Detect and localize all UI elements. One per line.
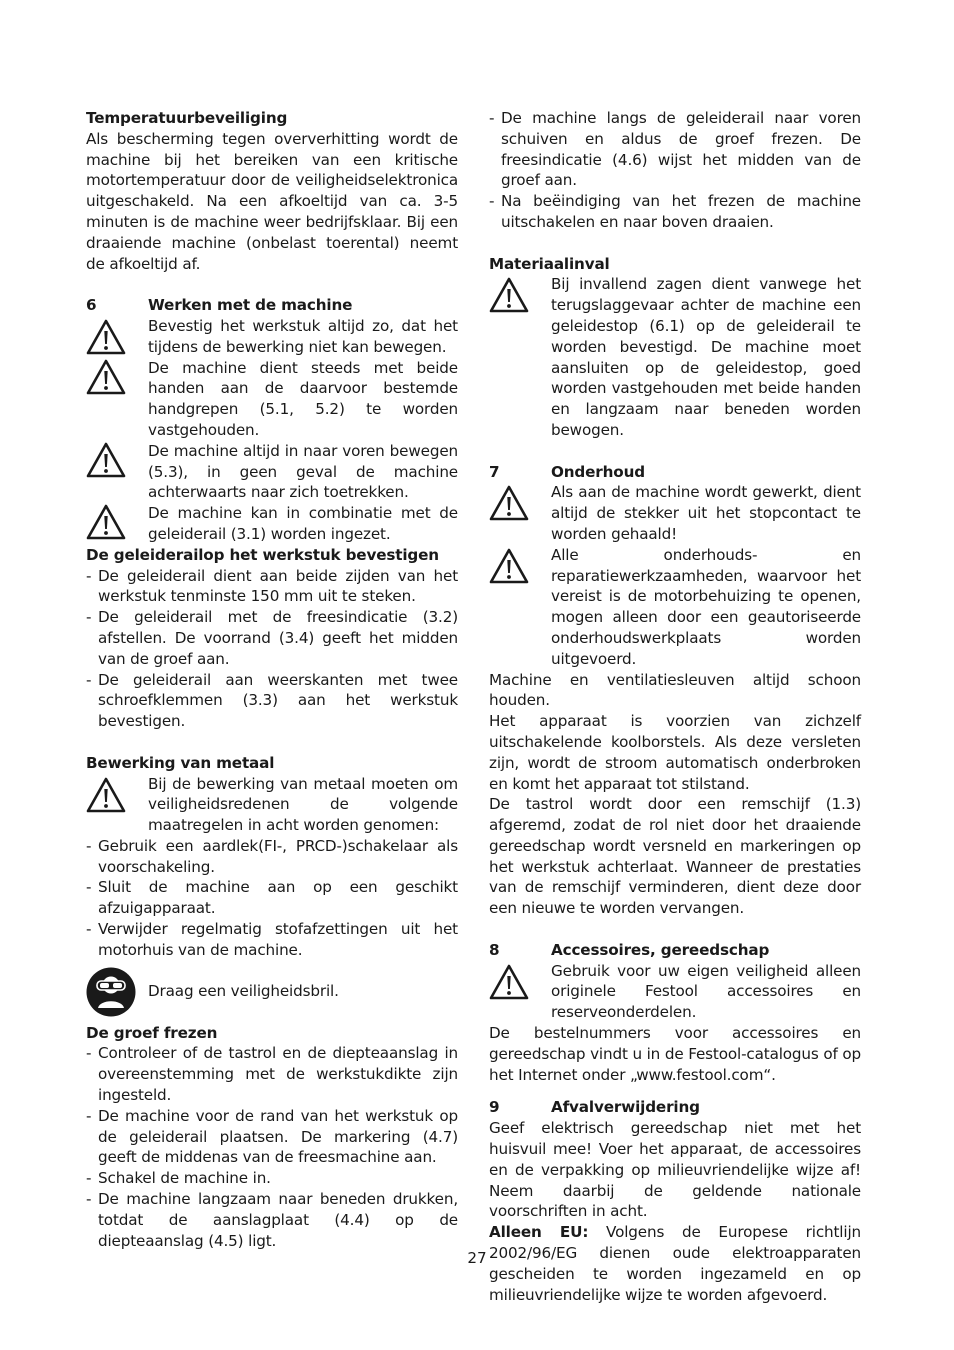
- section-number: 9: [489, 1098, 500, 1117]
- warning-triangle-icon: [489, 547, 529, 585]
- goggles-text: Draag een veiligheidsbril.: [148, 982, 339, 1001]
- list-item: - Gebruik een aardlek(FI-, PRCD-)schakelaar als voorschakeling.: [86, 836, 458, 878]
- metal-list: [86, 836, 458, 961]
- list-item: - De geleiderail dient aan beide zijden van het werkstuk tenminste 150 mm uit te steken.: [86, 566, 458, 608]
- list-item: - Schakel de machine in.: [86, 1168, 458, 1189]
- warning-triangle-icon: [86, 441, 126, 479]
- warning-text: Bij de bewerking van metaal moeten om veiligheidsredenen de volgende maatregelen in acht worden genomen:: [148, 774, 458, 835]
- warning-triangle-icon: [86, 776, 126, 814]
- warning-text: De machine dient steeds met beide handen aan de daarvoor bestemde handgrepen (5.1, 5.2) te worden vastgehouden.: [148, 358, 458, 439]
- section-9-heading: [489, 1097, 861, 1118]
- section-title: Werken met de machine: [148, 296, 353, 315]
- warning-block: [489, 274, 861, 440]
- warning-triangle-icon: [489, 276, 529, 314]
- warning-block: [489, 961, 861, 1023]
- list-item: - Verwijder regelmatig stofafzettingen uit het motorhuis van de machine.: [86, 919, 458, 961]
- temp-heading: Temperatuurbeveiliging: [86, 109, 288, 127]
- warning-block: [489, 482, 861, 544]
- kick-heading: Materiaalinval: [489, 254, 610, 273]
- section-number: 6: [86, 296, 97, 315]
- list-item: - De geleiderail met de freesindicatie (3.2) afstellen. De voorrand (3.4) geeft het midden van de groef aan.: [86, 607, 458, 669]
- disposal-text: Geef elektrisch gereedschap niet met het huisvuil mee! Voer het apparaat, de accessoires en de verpakking op milieuvriendelijke wijze af! Neem daarbij de geldende nationale voorschriften in acht.: [489, 1119, 861, 1221]
- rail-list: [86, 566, 458, 732]
- section-6-heading: [86, 295, 458, 316]
- section-8-heading: [489, 940, 861, 961]
- warning-block: [489, 545, 861, 670]
- warning-text: De machine altijd in naar voren bewegen (5.3), in geen geval de machine achterwaarts naar zich toetrekken.: [148, 441, 458, 502]
- warning-triangle-icon: [86, 503, 126, 541]
- temp-text: Als bescherming tegen oververhitting wordt de machine bij het bereiken van een kritische motortemperatuur door de veiligheidselektronica uitgeschakeld. Na een afkoeltijd van ca. 3-5 minuten is de machine weer bedrijfsklaar. Bij een draaiende machine (onbelast toerental) neemt de afkoeltijd af.: [86, 129, 458, 273]
- warning-text: De machine kan in combinatie met de geleiderail (3.1) worden ingezet.: [148, 504, 458, 543]
- warning-text: Bij invallend zagen dient vanwege het terugslaggevaar achter de machine een geleidestop (6.1) op de geleiderail te worden bevestigd. De machine moet aansluiten op de geleidestop, goed worden vastgehouden met beide handen en langzaam naar beneden worden bewogen.: [551, 275, 861, 439]
- list-item: - Na beëindiging van het frezen de machine uitschakelen en naar boven draaien.: [489, 191, 861, 233]
- left-column: [86, 108, 458, 1251]
- maintenance-text: Machine en ventilatiesleuven altijd schoon houden.: [489, 670, 861, 710]
- maintenance-text: Het apparaat is voorzien van zichzelf uitschakelende koolborstels. Als deze versleten zijn, wordt de stroom automatisch onderbroken en komt het apparaat tot stilstand.: [489, 712, 861, 793]
- warning-triangle-icon: [489, 484, 529, 522]
- warning-block: [86, 358, 458, 441]
- section-7-heading: [489, 462, 861, 483]
- section-number: 8: [489, 940, 500, 959]
- list-item: - De machine langs de geleiderail naar voren schuiven en aldus de groef frezen. De freesindicatie (4.6) wijst het midden van de groef aan.: [489, 108, 861, 191]
- warning-triangle-icon: [86, 358, 126, 396]
- section-title: Accessoires, gereedschap: [551, 940, 770, 959]
- page-number: 27: [467, 1249, 487, 1267]
- groove-heading: De groef frezen: [86, 1023, 218, 1042]
- warning-block: [86, 441, 458, 503]
- warning-text: Bevestig het werkstuk altijd zo, dat het tijdens de bewerking niet kan bewegen.: [148, 316, 458, 356]
- list-item: - Controleer of de tastrol en de diepteaanslag in overeenstemming met de werkstukdikte zijn ingesteld.: [86, 1043, 458, 1105]
- goggles-block: [86, 967, 458, 1017]
- right-column: [489, 108, 861, 1305]
- warning-block: [86, 503, 458, 545]
- list-item: - De geleiderail aan weerskanten met twee schroefklemmen (3.3) aan het werkstuk bevestigen.: [86, 670, 458, 732]
- list-item: - Sluit de machine aan op een geschikt afzuigapparaat.: [86, 877, 458, 919]
- warning-block: [86, 774, 458, 836]
- section-title: Onderhoud: [551, 462, 645, 481]
- list-item: - De machine langzaam naar beneden drukken, totdat de aanslagplaat (4.4) op de diepteaanslag (4.5) ligt.: [86, 1189, 458, 1251]
- accessories-text: De bestelnummers voor accessoires en gereedschap vindt u in de Festool-catalogus of op het Internet onder „www.festool.com“.: [489, 1024, 861, 1084]
- groove-list: [86, 1043, 458, 1251]
- maintenance-text: De tastrol wordt door een remschijf (1.3) afgeremd, zodat de rol niet door het draaiende gereedschap wordt versneld en markeringen op het werkstuk achterlaat. Wanneer de prestaties van de remschijf verminderen, dient deze door een nieuwe te worden vervangen.: [489, 795, 861, 918]
- list-item: - De machine voor de rand van het werkstuk op de geleiderail plaatsen. De markering (4.7) geeft de middenas van de freesmachine aan.: [86, 1106, 458, 1168]
- section-title: Afvalverwijdering: [551, 1098, 700, 1117]
- warning-triangle-icon: [86, 318, 126, 356]
- warning-text: Gebruik voor uw eigen veiligheid alleen originele Festool accessoires en reserveonderdelen.: [551, 961, 861, 1022]
- warning-block: [86, 316, 458, 358]
- warning-text: Alle onderhouds- en reparatiewerkzaamheden, waarvoor het vereist is de motorbehuizing te openen, mogen alleen door een geautoriseerde onderhoudswerkplaats worden uitgevoerd.: [551, 545, 861, 668]
- eu-text: Volgens de Europese richtlijn 2002/96/EG dienen oude elektroapparaten gescheiden te worden ingezameld en op milieuvriendelijke wijze te worden afgevoerd.: [489, 1223, 861, 1304]
- metal-heading: Bewerking van metaal: [86, 753, 275, 772]
- eu-label: Alleen EU:: [489, 1223, 589, 1242]
- warning-triangle-icon: [489, 963, 529, 1001]
- safety-goggles-icon: [86, 967, 136, 1017]
- rail-heading: De geleiderailop het werkstuk bevestigen: [86, 545, 439, 564]
- warning-text: Als aan de machine wordt gewerkt, dient altijd de stekker uit het stopcontact te worden gehaald!: [551, 483, 861, 543]
- continued-list: [489, 108, 861, 233]
- section-number: 7: [489, 462, 500, 481]
